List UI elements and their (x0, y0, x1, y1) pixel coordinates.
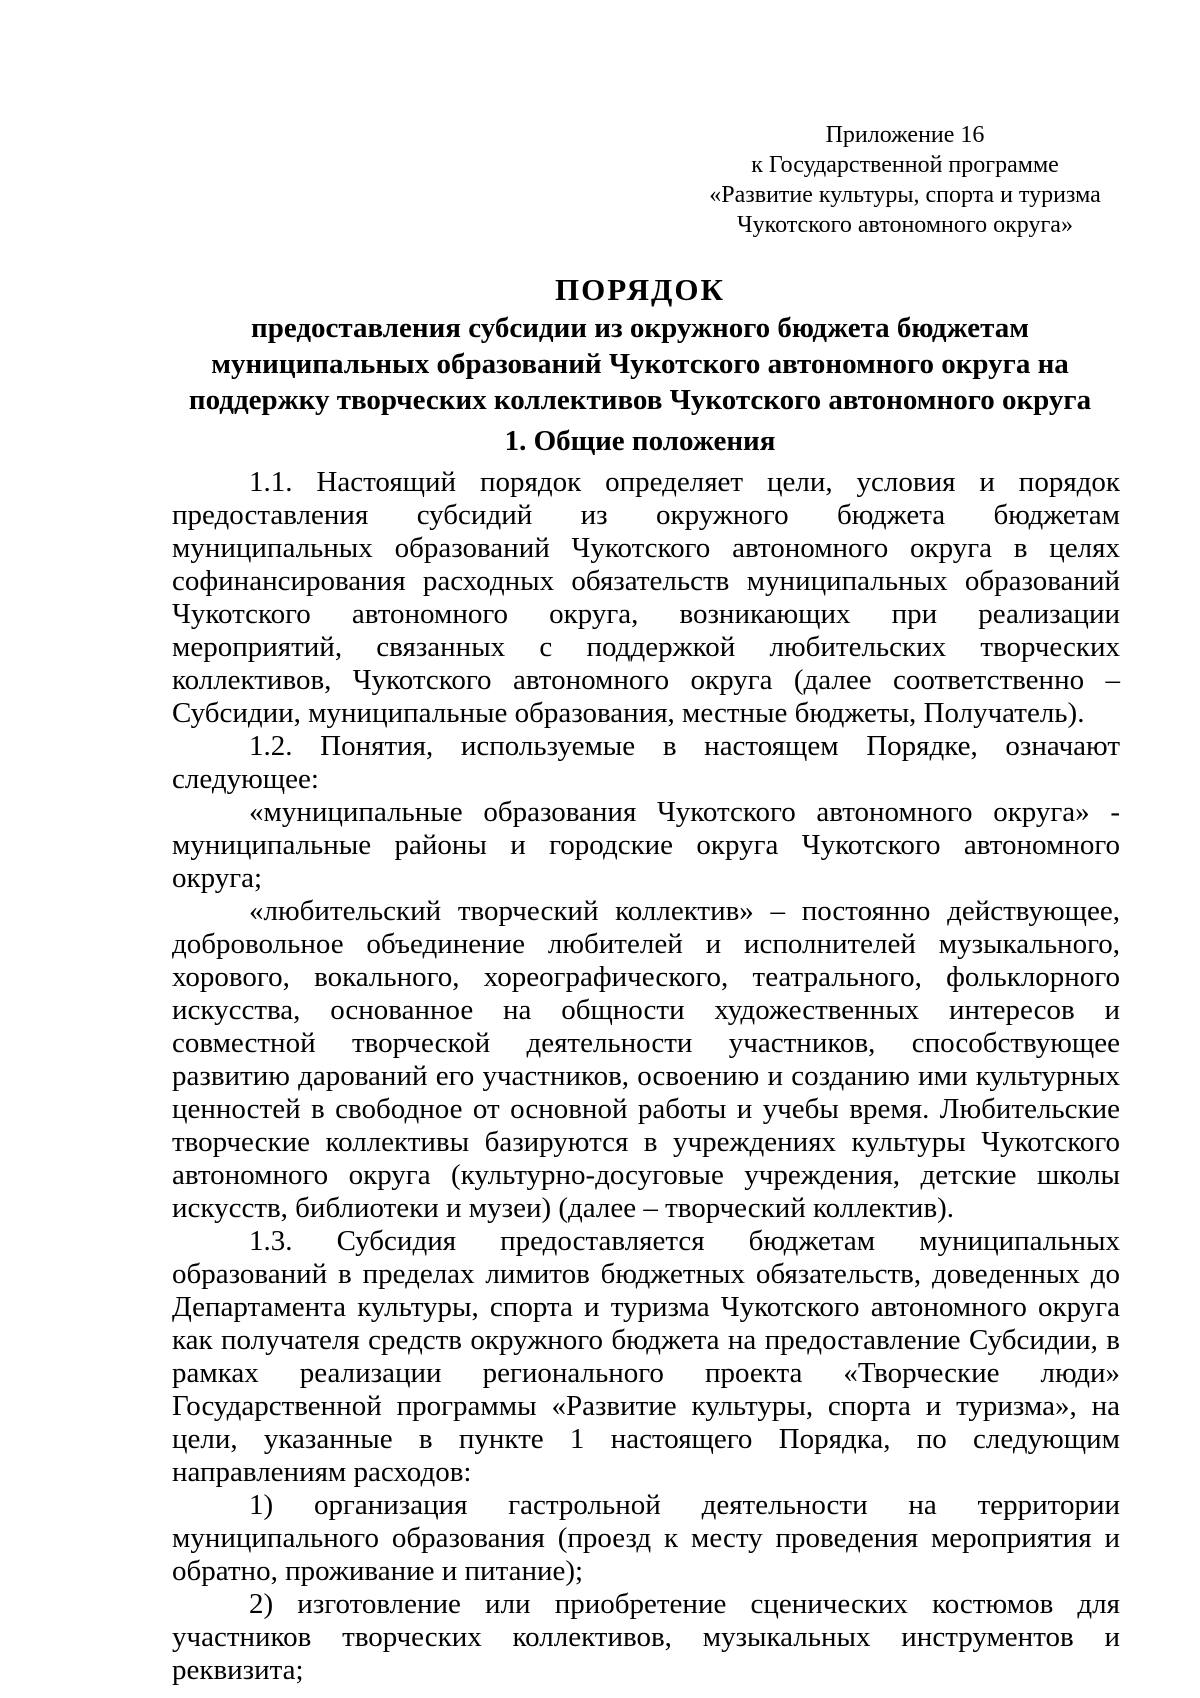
document-title: ПОРЯДОК (555, 272, 725, 307)
appendix-note (690, 120, 1120, 240)
appendix-line-4: Чукотского автономного округа» (737, 212, 1073, 238)
section-heading: 1. Общие положения (504, 425, 776, 457)
section-body (172, 466, 1120, 1687)
document-subtitle: предоставления субсидии из окружного бюджета бюджетам муниципальных образований Чукотского автономного округа на поддержку творческих коллективов Чукотского автономного округа (188, 312, 1092, 416)
definition-municipal: «муниципальные образования Чукотского автономного округа» - муниципальные районы и городские округа Чукотского автономного округа; (172, 796, 1120, 894)
paragraph-1-2: 1.2. Понятия, используемые в настоящем Порядке, означают следующее: (172, 730, 1120, 795)
appendix-line-1: Приложение 16 (825, 122, 985, 148)
appendix-line-3: «Развитие культуры, спорта и туризма (709, 182, 1101, 208)
list-item-1: 1) организация гастрольной деятельности на территории муниципального образования (проезд к месту проведения мероприятия и обратно, проживание и питание); (172, 1489, 1120, 1587)
list-item-2: 2) изготовление или приобретение сценических костюмов для участников творческих коллективов, музыкальных инструментов и реквизита; (172, 1588, 1120, 1686)
appendix-line-2: к Государственной программе (751, 152, 1059, 178)
title-block (160, 270, 1120, 418)
paragraph-1-1: 1.1. Настоящий порядок определяет цели, условия и порядок предоставления субсидий из окружного бюджета бюджетам муниципальных образований Чукотского автономного округа в целях софинансирования расходных обязательств муниципальных образований Чукотского автономного округа, возникающих при реализации мероприятий, связанных с поддержкой любительских творческих коллективов, Чукотского автономного округа (далее соответственно – Субсидии, муниципальные образования, местные бюджеты, Получатель). (172, 466, 1120, 729)
definition-collective: «любительский творческий коллектив» – постоянно действующее, добровольное объединение любителей и исполнителей музыкального, хорового, вокального, хореографического, театрального, фольклорного искусства, основанное на общности художественных интересов и совместной творческой деятельности участников, способствующее развитию дарований его участников, освоению и созданию ими культурных ценностей в свободное от основной работы и учебы время. Любительские творческие коллективы базируются в учреждениях культуры Чукотского автономного округа (культурно-досуговые учреждения, детские школы искусств, библиотеки и музеи) (далее – творческий коллектив). (172, 895, 1120, 1224)
paragraph-1-3: 1.3. Субсидия предоставляется бюджетам муниципальных образований в пределах лимитов бюджетных обязательств, доведенных до Департамента культуры, спорта и туризма Чукотского автономного округа как получателя средств окружного бюджета на предоставление Субсидии, в рамках реализации регионального проекта «Творческие люди» Государственной программы «Развитие культуры, спорта и туризма», на цели, указанные в пункте 1 настоящего Порядка, по следующим направлениям расходов: (172, 1225, 1120, 1488)
